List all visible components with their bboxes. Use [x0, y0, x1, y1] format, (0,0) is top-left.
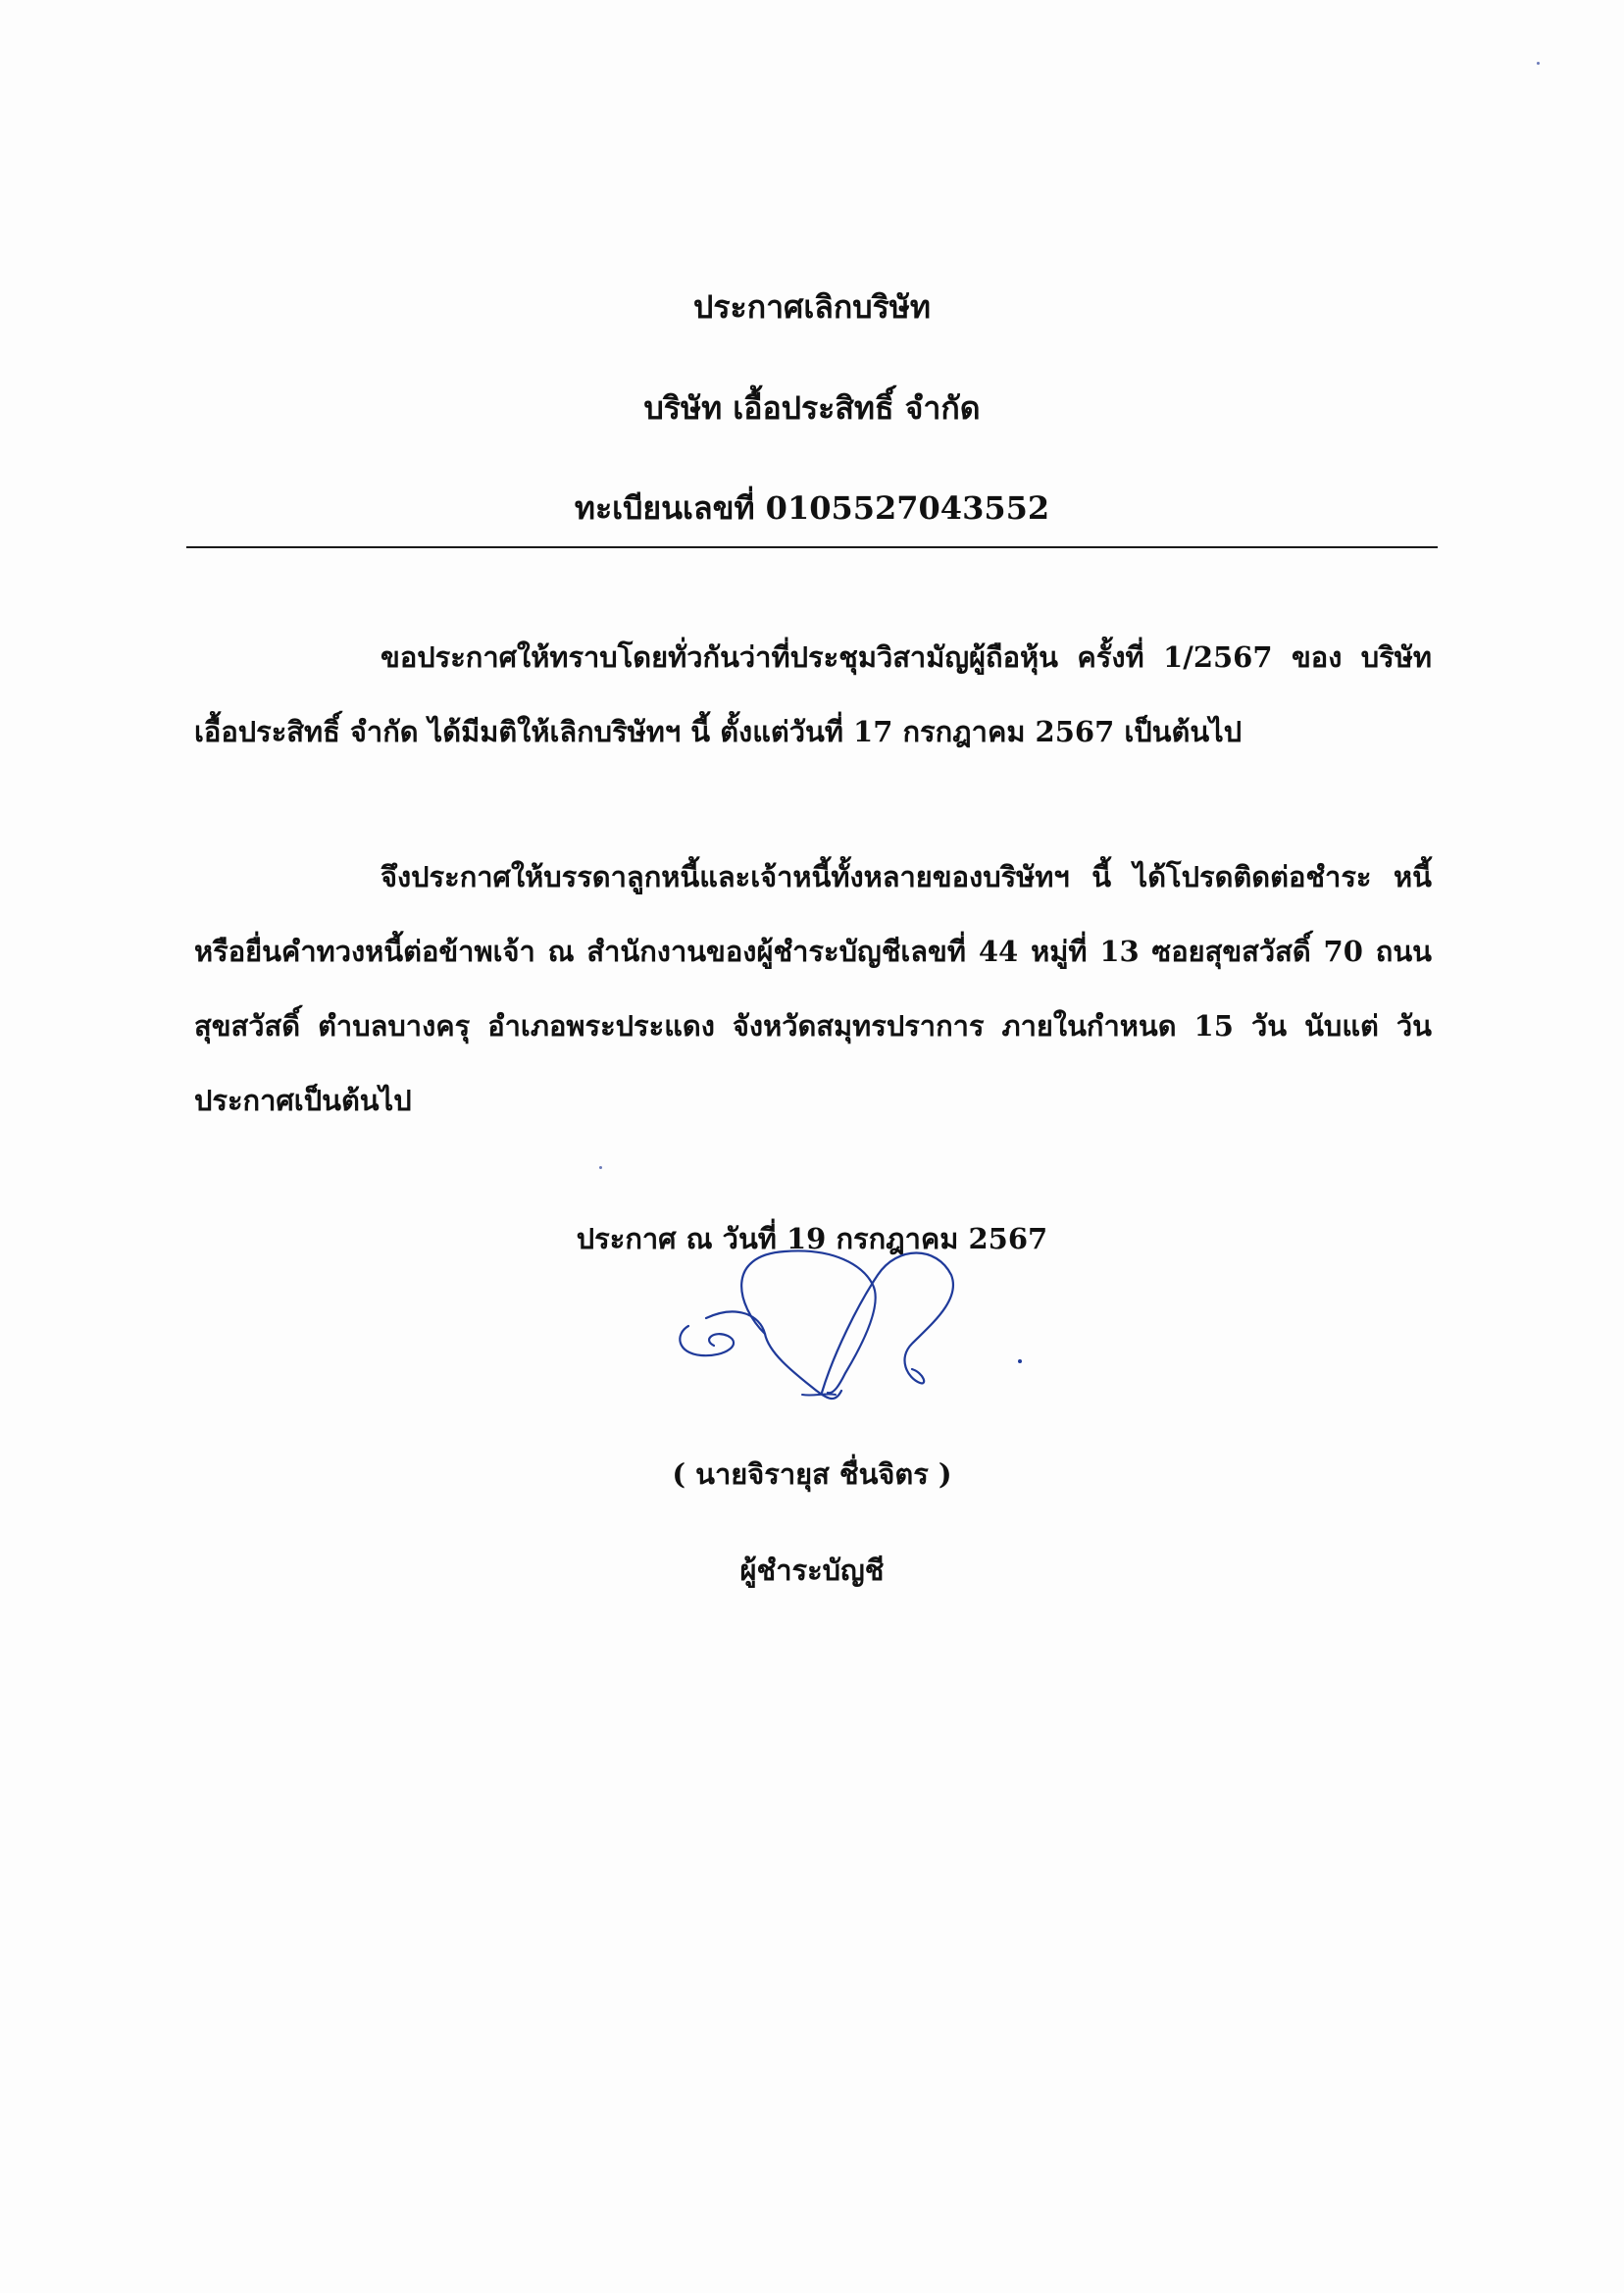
registration-number: ทะเบียนเลขที่ 0105527043552 — [574, 489, 1050, 527]
announcement-date: ประกาศ ณ วันที่ 19 กรกฎาคม 2567 — [576, 1222, 1048, 1255]
header-divider — [186, 546, 1438, 548]
signer-title: ผู้ชำระบัญชี — [739, 1554, 885, 1587]
notice-title: ประกาศเลิกบริษัท — [693, 288, 931, 326]
scan-speck — [1537, 62, 1540, 65]
company-name: บริษัท เอื้อประสิทธิ์ จำกัด — [643, 389, 981, 427]
scan-speck — [599, 1166, 602, 1169]
body-paragraph-1: ขอประกาศให้ทราบโดยทั่วกันว่าที่ประชุมวิสามัญผู้ถือหุ้น ครั้งที่ 1/2567 ของ บริษัท เอื้อประสิทธิ์ จำกัด ได้มีมติให้เลิกบริษัทฯ นี้ ตั้งแต่วันที่ 17 กรกฎาคม 2567 เป็นต้นไป — [194, 640, 1432, 748]
signer-name: ( นายจิรายุส ชื่นจิตร ) — [672, 1457, 952, 1491]
body-paragraph-2: จึงประกาศให้บรรดาลูกหนี้และเจ้าหนี้ทั้งหลายของบริษัทฯ นี้ ได้โปรดติดต่อชำระ หนี้หรือยื่นคำทวงหนี้ต่อข้าพเจ้า ณ สำนักงานของผู้ชำระบัญชีเลขที่ 44 หมู่ที่ 13 ซอยสุขสวัสดิ์ 70 ถนนสุขสวัสดิ์ ตำบลบางครุ อำเภอพระประแดง จังหวัดสมุทรปราการ ภายในกำหนด 15 วัน นับแต่ วันประกาศเป็นต้นไป — [194, 860, 1432, 1117]
signature-image — [667, 1246, 1059, 1422]
